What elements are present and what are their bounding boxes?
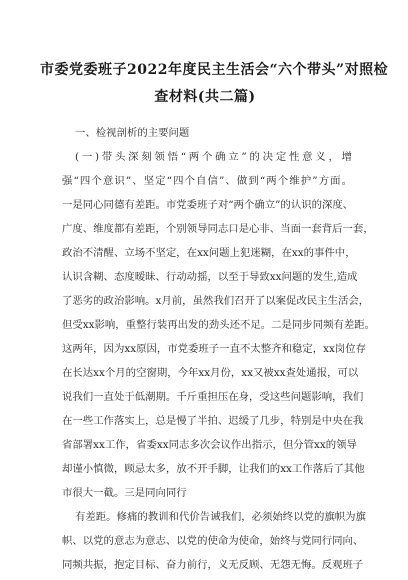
paragraph-line: 认识含糊、态度暧昧、行动动摇，以至于导致xx问题的发生,造成	[62, 271, 358, 283]
paragraph-line: 省部署xx工作，省委xx同志多次会议作出指示，但分管xx的领导	[62, 439, 357, 451]
paragraph-line: (一)带头深刻领悟“两个确立”的决定性意义，增	[75, 151, 352, 163]
paragraph-line: 有差距。修痛的教训和代价告诫我们，必须始终以党的旗帜为旗	[75, 511, 366, 523]
paragraph-line: 强“四个意识”、坚定“四个自信”、做到“两个维护”方面。	[62, 175, 352, 187]
paragraph-line: 了恶劣的政治影响。x月前，虽然我们召开了以案促改民主生活会，	[62, 295, 370, 307]
paragraph-line: 同频共振，抱定目标、奋力前行，义无反顾、无怨无悔。反观班子	[62, 559, 364, 571]
paragraph-line: 说我们一直处于低潮期。千斤重担压在身，受这些问题影响，我们	[62, 391, 364, 403]
paragraph-line: 但受xx影响，重整行装再出发的劲头还不足。二是同步同频有差距。	[62, 319, 376, 331]
paragraph-line: 在长达xx个月的空窗期，今年xx月份，xx又被xx查处通报，可以	[62, 367, 359, 379]
paragraph-line: 政治不清醒、立场不坚定，在xx问题上犯迷糊，在xx的事件中，	[62, 247, 356, 259]
paragraph-line: 帜、以党的意志为意志、以党的使命为使命，始终与党同行同向、	[62, 535, 364, 547]
paragraph-line: 这两年，因为xx原因，市党委班子一直不太整齐和稳定，xx岗位存	[62, 343, 366, 355]
paragraph-line: 却谨小慎微，顾忌太多，放不开手脚，让我们的xx工作落后了其他	[62, 463, 365, 475]
paragraph-line: 市很大一截。三是同向同行	[62, 487, 187, 499]
paragraph-line: 一是同心同德有差距。市党委班子对“两个确立”的认识的深度、	[62, 199, 354, 211]
paragraph-line: 在一些工作落实上，总是慢了半拍、迟缓了几步，特别是中央在我	[62, 415, 364, 427]
document-title-line-2: 查材料(共二篇)	[154, 89, 256, 105]
section-heading: 一、检视剖析的主要问题	[75, 127, 190, 139]
paragraph-line: 广度、维度都有差距，个别领导同志口是心非、当面一套背后一套，	[62, 223, 374, 235]
document-title-line-1: 市委党委班子2022年度民主生活会“六个带头”对照检	[40, 62, 389, 78]
